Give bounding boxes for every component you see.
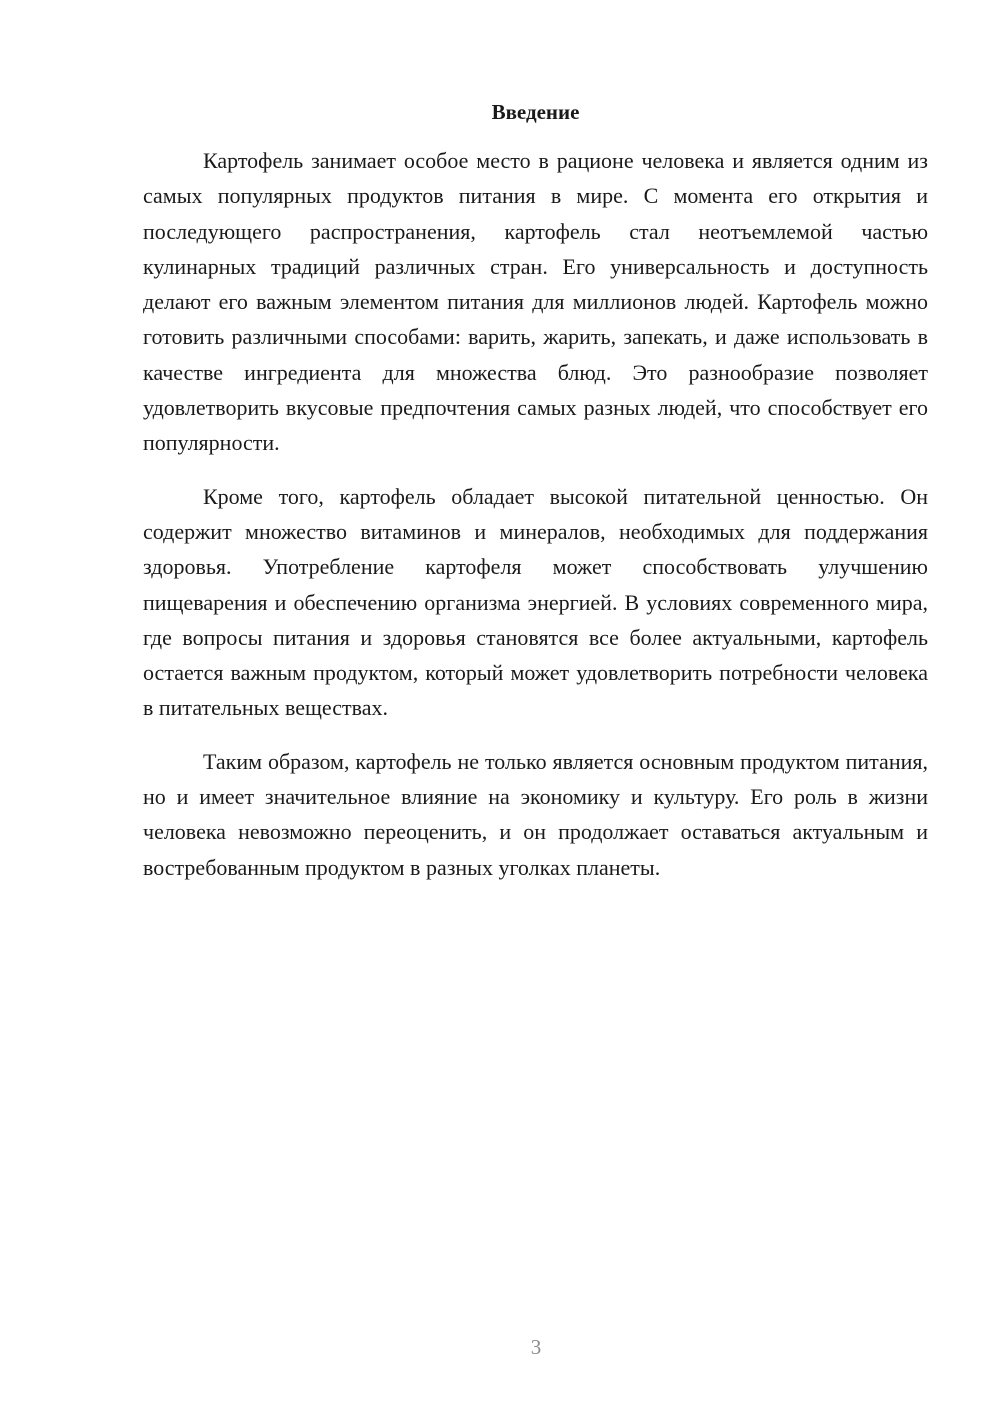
paragraph-3: Таким образом, картофель не только является основным продуктом питания, но и имеет значительное влияние на экономику и культуру. Его роль в жизни человека невозможно переоценить, и он продолжает оставаться актуальным и востребованным продуктом в разных уголках планеты. — [143, 748, 928, 880]
page-title: Введение — [491, 100, 580, 124]
page-number: 3 — [530, 1335, 542, 1359]
paragraph-1: Картофель занимает особое место в рационе человека и является одним из самых популярных продуктов питания в мире. С момента его открытия и последующего распространения, картофель стал неотъемлемой частью кулинарных традиций различных стран. Его универсальность и доступность делают его важным элементом питания для миллионов людей. Картофель можно готовить различными способами: варить, жарить, запекать, и даже использовать в качестве ингредиента для множества блюд. Это разнообразие позволяет удовлетворить вкусовые предпочтения самых разных людей, что способствует его популярности. — [143, 148, 928, 456]
body-text — [143, 143, 928, 903]
paragraph-2: Кроме того, картофель обладает высокой питательной ценностью. Он содержит множество витаминов и минералов, необходимых для поддержания здоровья. Употребление картофеля может способствовать улучшению пищеварения и обеспечению организма энергией. В условиях современного мира, где вопросы питания и здоровья становятся все более актуальными, картофель остается важным продуктом, который может удовлетворить потребности человека в питательных веществах. — [143, 483, 928, 721]
